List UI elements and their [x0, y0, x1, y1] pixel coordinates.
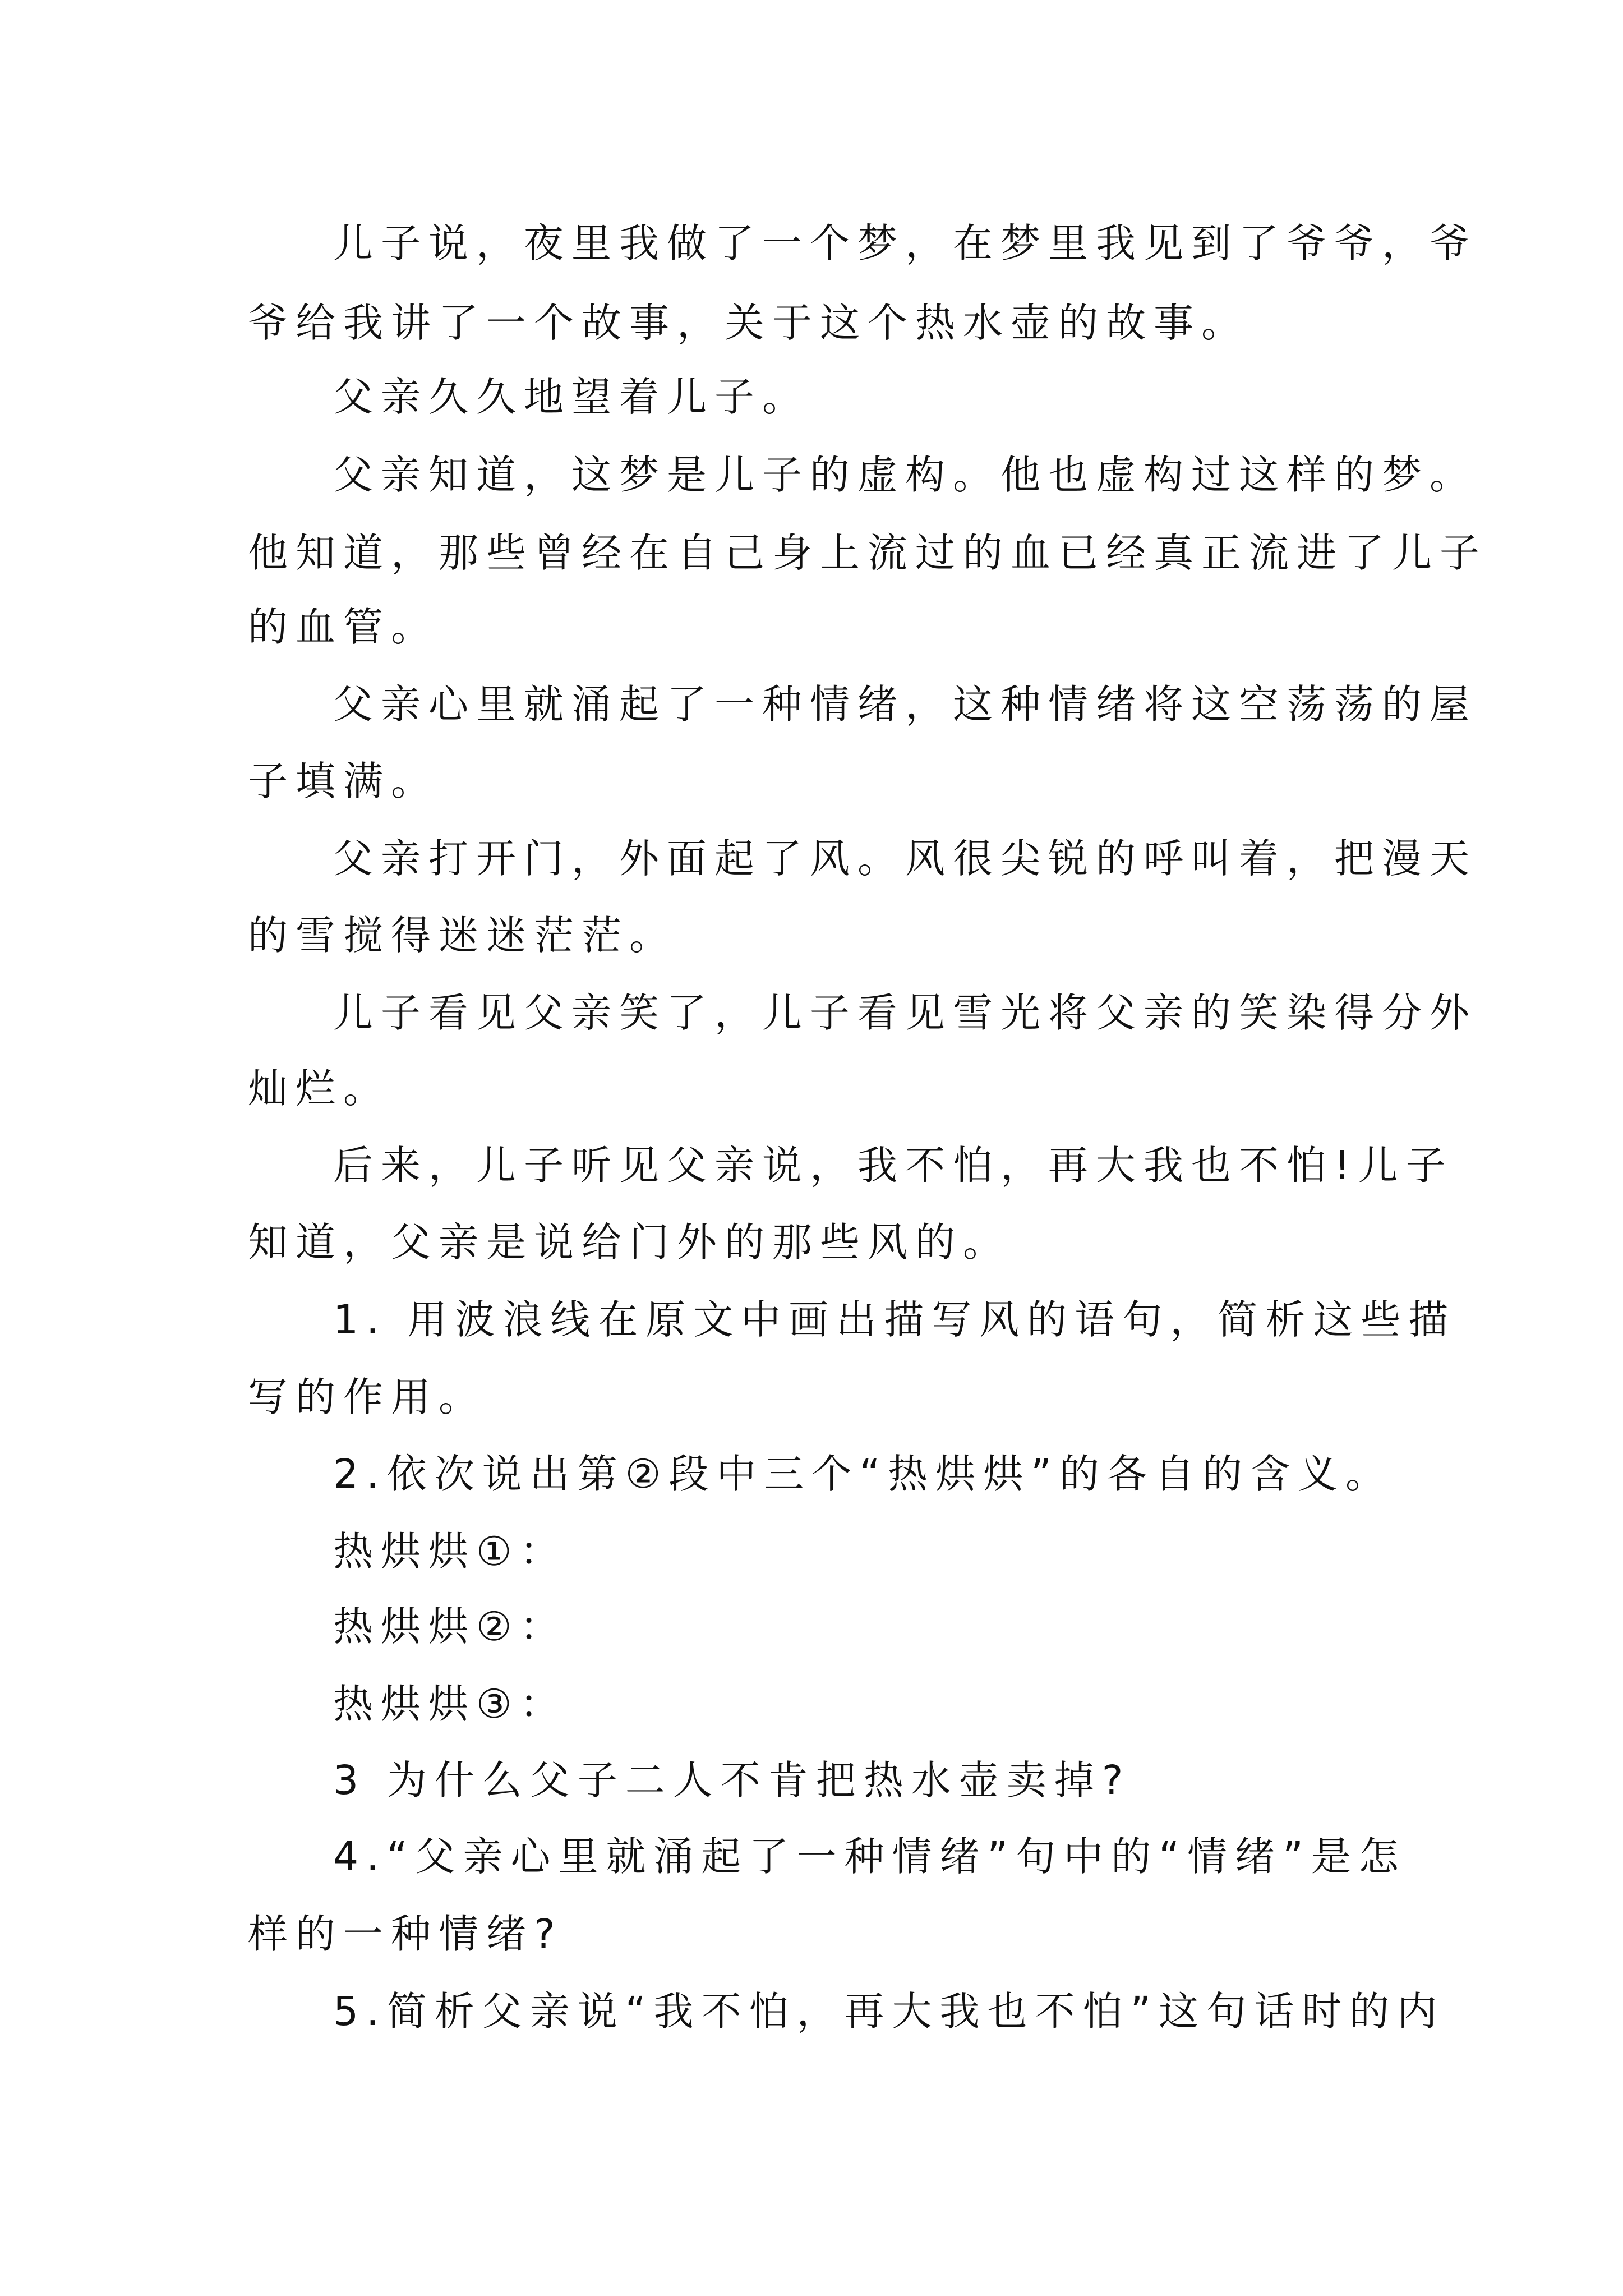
question-3: 3 为什么父子二人不肯把热水壶卖掉? [333, 1757, 1131, 1803]
text-line: 父亲知道，这梦是儿子的虚构。他也虚构过这样的梦。 [333, 452, 1478, 498]
text-line: 知道，父亲是说给门外的那些风的。 [248, 1219, 1011, 1266]
text-line: 的雪搅得迷迷茫茫。 [248, 912, 677, 959]
text-line: 后来，儿子听见父亲说，我不怕，再大我也不怕!儿子 [333, 1142, 1454, 1189]
text-line: 的血管。 [248, 604, 439, 650]
text-line: 样的一种情绪? [248, 1911, 563, 1957]
text-line: 他知道，那些曾经在自己身上流过的血已经真正流进了儿子 [248, 530, 1488, 576]
text-line: 父亲打开门，外面起了风。风很尖锐的呼叫着，把漫天 [333, 835, 1478, 882]
text-line: 子填满。 [248, 758, 439, 804]
text-line: 儿子说，夜里我做了一个梦，在梦里我见到了爷爷，爷 [333, 220, 1478, 266]
answer-prompt: 热烘烘③： [333, 1681, 568, 1727]
question-5: 5.简析父亲说“我不怕，再大我也不怕”这句话时的内 [333, 1988, 1445, 2035]
text-line: 爷给我讲了一个故事，关于这个热水壶的故事。 [248, 300, 1249, 346]
answer-prompt: 热烘烘②： [333, 1603, 568, 1650]
text-line: 儿子看见父亲笑了，儿子看见雪光将父亲的笑染得分外 [333, 990, 1478, 1036]
question-1: 1. 用波浪线在原文中画出描写风的语句，简析这些描 [333, 1296, 1456, 1343]
text-line: 灿烂。 [248, 1065, 391, 1112]
question-4: 4.“父亲心里就涌起了一种情绪”句中的“情绪”是怎 [333, 1833, 1407, 1880]
answer-prompt: 热烘烘①： [333, 1528, 568, 1575]
text-line: 父亲久久地望着儿子。 [333, 374, 810, 420]
text-line: 写的作用。 [248, 1374, 487, 1420]
question-2: 2.依次说出第②段中三个“热烘烘”的各自的含义。 [333, 1451, 1393, 1497]
text-line: 父亲心里就涌起了一种情绪，这种情绪将这空荡荡的屋 [333, 681, 1478, 728]
